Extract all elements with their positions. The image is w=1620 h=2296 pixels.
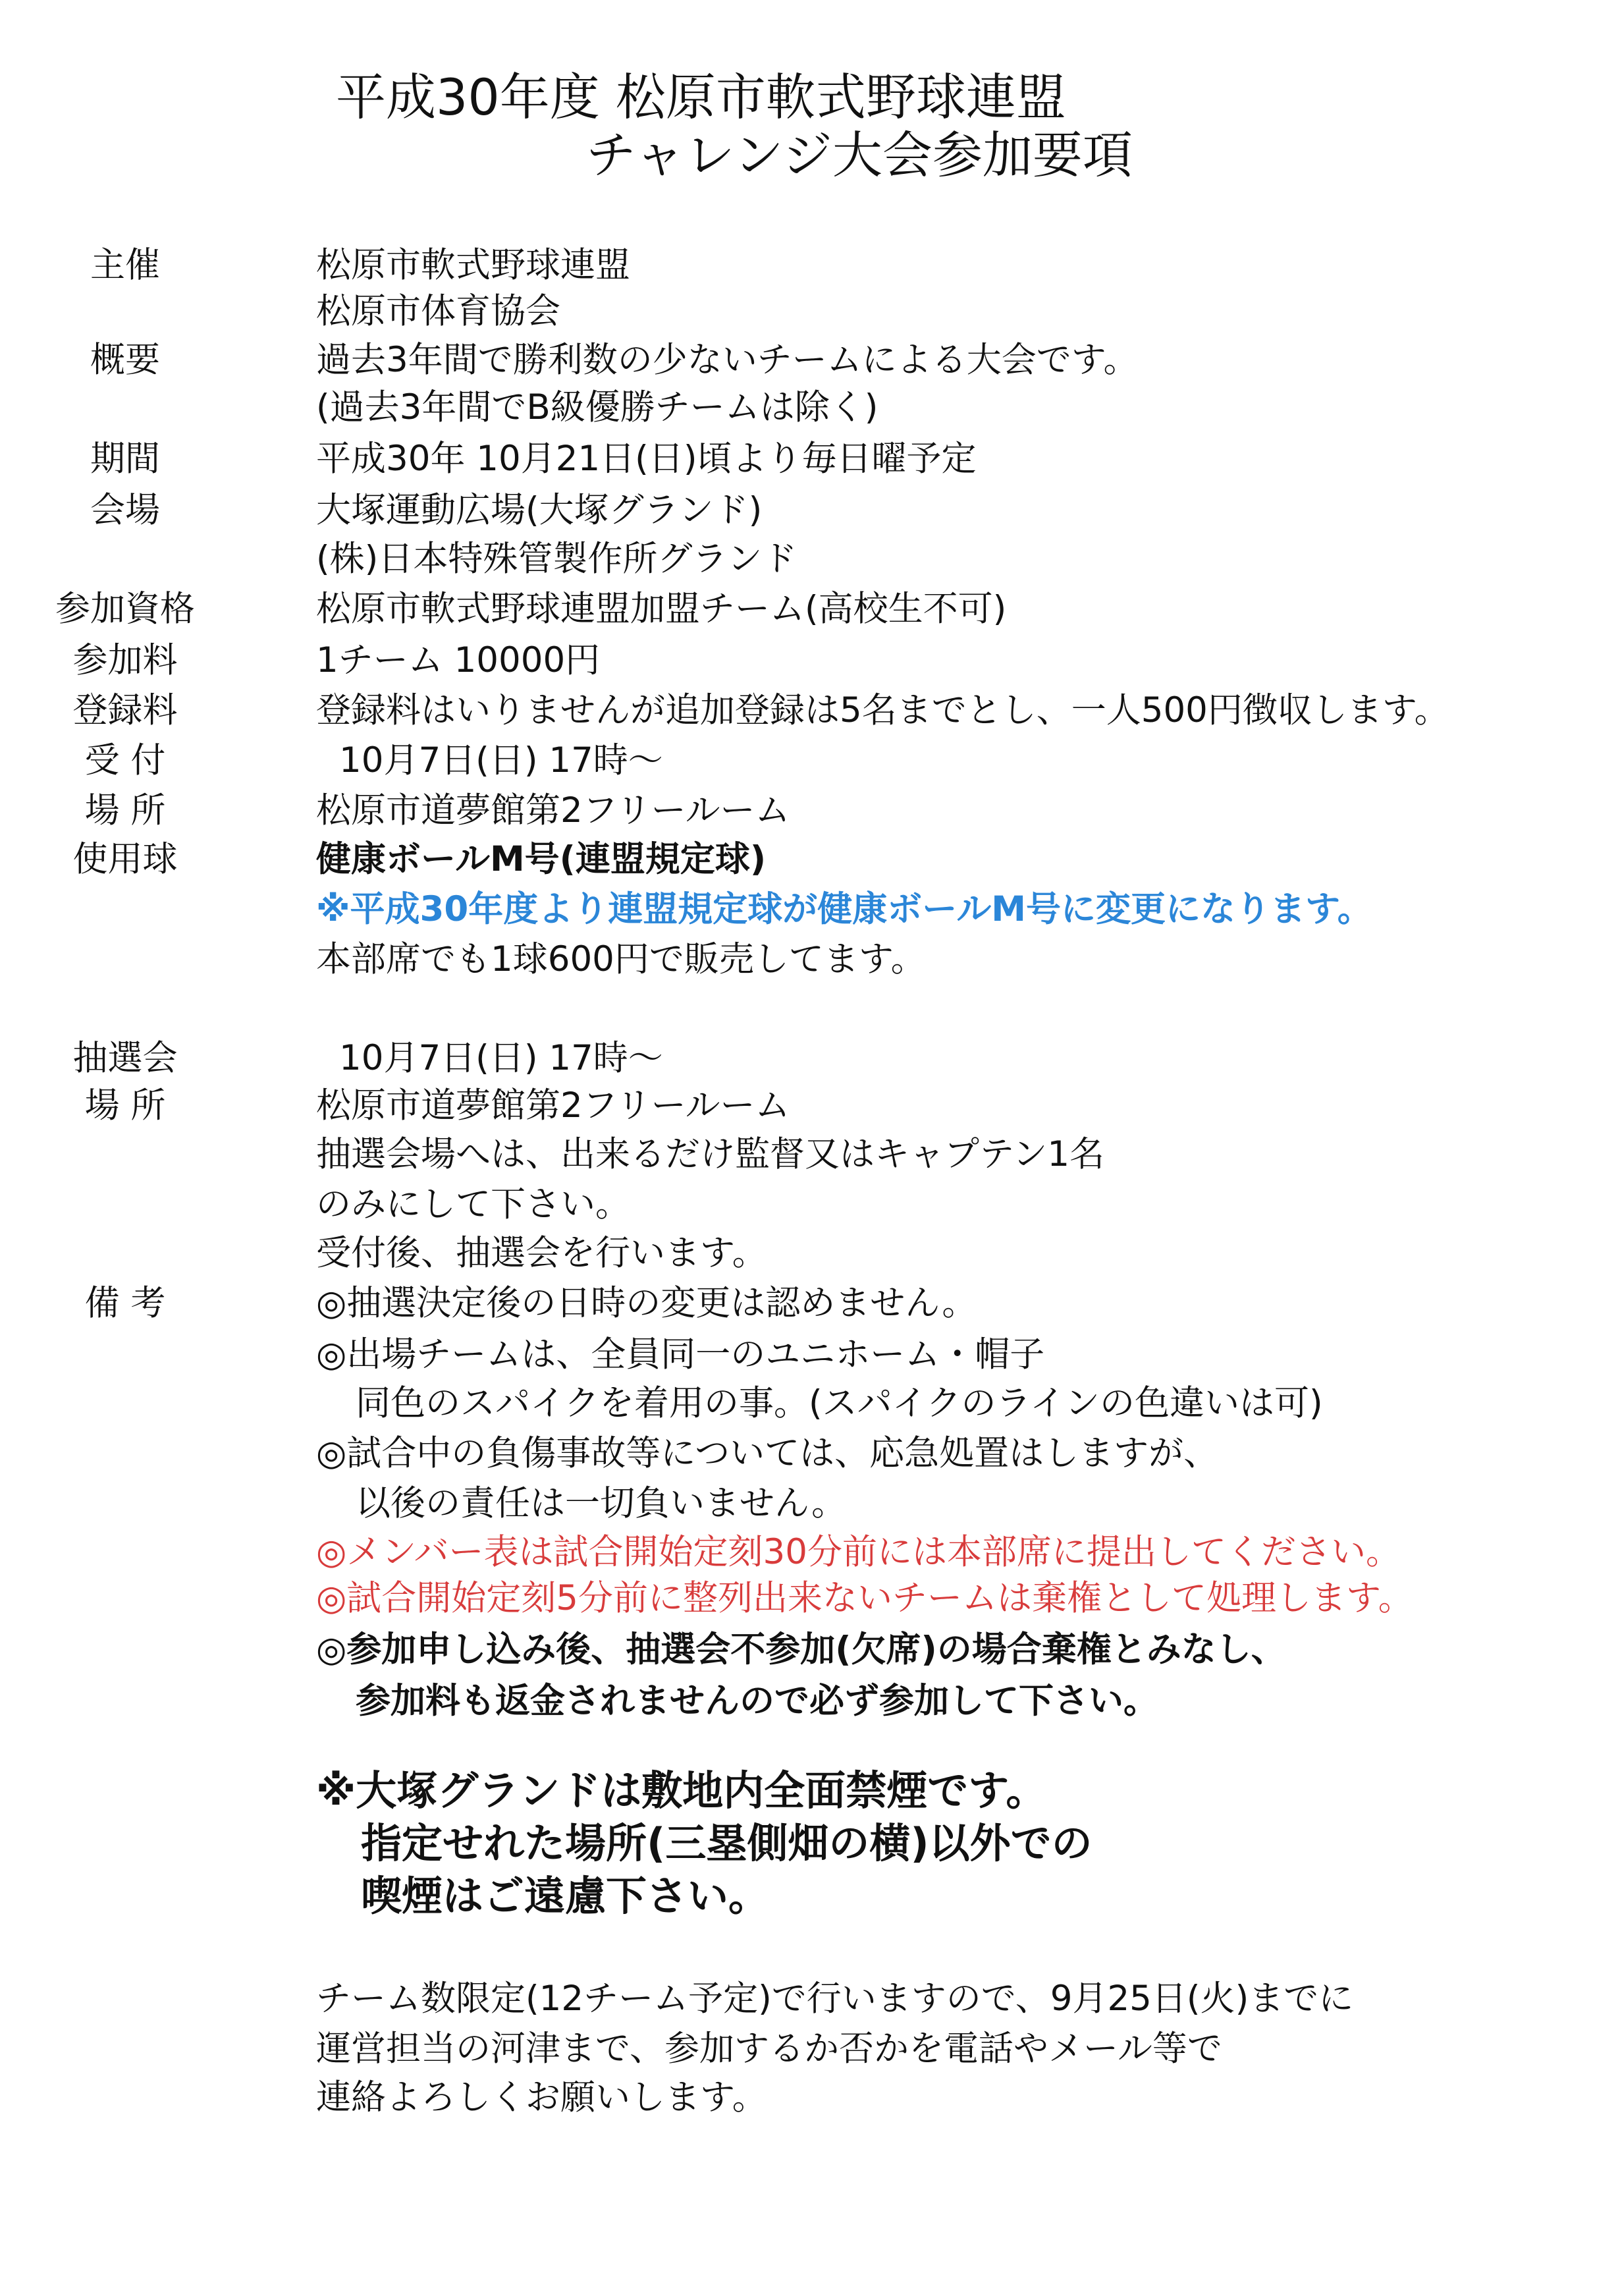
ball-sale-note: 本部席でも1球600円で販売してます。 [316, 939, 926, 979]
closing-line-2: 運営担当の河津まで、参加するか否かを電話やメール等で [316, 2029, 1222, 2069]
fee-label: 参加料 [72, 640, 178, 680]
registration-value: 登録料はいりませんが追加登録は5名までとし、一人500円徴収します。 [316, 690, 1449, 730]
lottery-place-note-1: 抽選会場へは、出来るだけ監督又はキャプテン1名 [316, 1134, 1105, 1174]
lottery-value: 10月7日(日) 17時～ [339, 1038, 663, 1078]
reception-label: 受 付 [84, 740, 166, 780]
organizer-value-1: 松原市軟式野球連盟 [316, 245, 630, 285]
remark-3a: ◎試合中の負傷事故等については、応急処置はしますが、 [316, 1433, 1219, 1473]
venue-value-2: (株)日本特殊管製作所グランド [316, 539, 797, 579]
venue-value-1: 大塚運動広場(大塚グランド) [316, 490, 763, 530]
overview-value-1: 過去3年間で勝利数の少ないチームによる大会です。 [316, 340, 1139, 380]
organizer-label: 主催 [90, 245, 160, 285]
remark-6b: 参加料も返金されませんので必ず参加して下さい。 [356, 1681, 1158, 1721]
registration-label: 登録料 [72, 690, 178, 730]
lottery-place-note-3: 受付後、抽選会を行います。 [316, 1233, 767, 1273]
closing-line-3: 連絡よろしくお願いします。 [316, 2077, 767, 2118]
overview-label: 概要 [90, 340, 160, 380]
period-value: 平成30年 10月21日(日)頃より毎日曜予定 [316, 439, 977, 479]
venue-label: 会場 [90, 490, 160, 530]
overview-value-2: (過去3年間でB級優勝チームは除く) [316, 387, 878, 427]
smoking-notice-3: 喫煙はご遠慮下さい。 [361, 1872, 770, 1920]
closing-line-1: チーム数限定(12チーム予定)で行いますので、9月25日(火)までに [316, 1979, 1354, 2019]
period-label: 期間 [90, 439, 160, 479]
remark-5: ◎試合開始定刻5分前に整列出来ないチームは棄権として処理します。 [316, 1578, 1413, 1618]
eligibility-value: 松原市軟式野球連盟加盟チーム(高校生不可) [316, 589, 1007, 629]
eligibility-label: 参加資格 [55, 589, 195, 629]
document-title-line2: チャレンジ大会参加要項 [586, 126, 1133, 184]
smoking-notice-1: ※大塚グランドは敷地内全面禁煙です。 [316, 1766, 1047, 1815]
remark-1: ◎抽選決定後の日時の変更は認めません。 [316, 1283, 977, 1323]
remark-4: ◎メンバー表は試合開始定刻30分前には本部席に提出してください。 [316, 1532, 1401, 1572]
smoking-notice-2: 指定せれた場所(三塁側畑の横)以外での [361, 1819, 1093, 1867]
reception-value: 10月7日(日) 17時～ [339, 740, 663, 780]
reception-place-label: 場 所 [84, 790, 166, 831]
remark-3b: 以後の責任は一切負いません。 [356, 1483, 847, 1523]
lottery-place-label: 場 所 [84, 1085, 166, 1126]
lottery-label: 抽選会 [72, 1038, 178, 1078]
organizer-value-2: 松原市体育協会 [316, 291, 560, 331]
remark-2b: 同色のスパイクを着用の事。(スパイクのラインの色違いは可) [356, 1383, 1323, 1423]
ball-value: 健康ボールM号(連盟規定球) [316, 839, 767, 879]
lottery-place-note-2: のみにして下さい。 [316, 1184, 630, 1224]
document-title-line1: 平成30年度 松原市軟式野球連盟 [336, 68, 1066, 126]
remark-6a: ◎参加申し込み後、抽選会不参加(欠席)の場合棄権とみなし、 [316, 1629, 1286, 1670]
remark-2a: ◎出場チームは、全員同一のユニホーム・帽子 [316, 1334, 1045, 1375]
ball-change-note: ※平成30年度より連盟規定球が健康ボールM号に変更になります。 [316, 889, 1372, 929]
fee-value: 1チーム 10000円 [316, 640, 601, 680]
reception-place-value: 松原市道夢館第2フリールーム [316, 790, 790, 831]
lottery-place-value: 松原市道夢館第2フリールーム [316, 1085, 790, 1126]
remarks-label: 備 考 [84, 1283, 166, 1323]
ball-label: 使用球 [72, 839, 178, 879]
